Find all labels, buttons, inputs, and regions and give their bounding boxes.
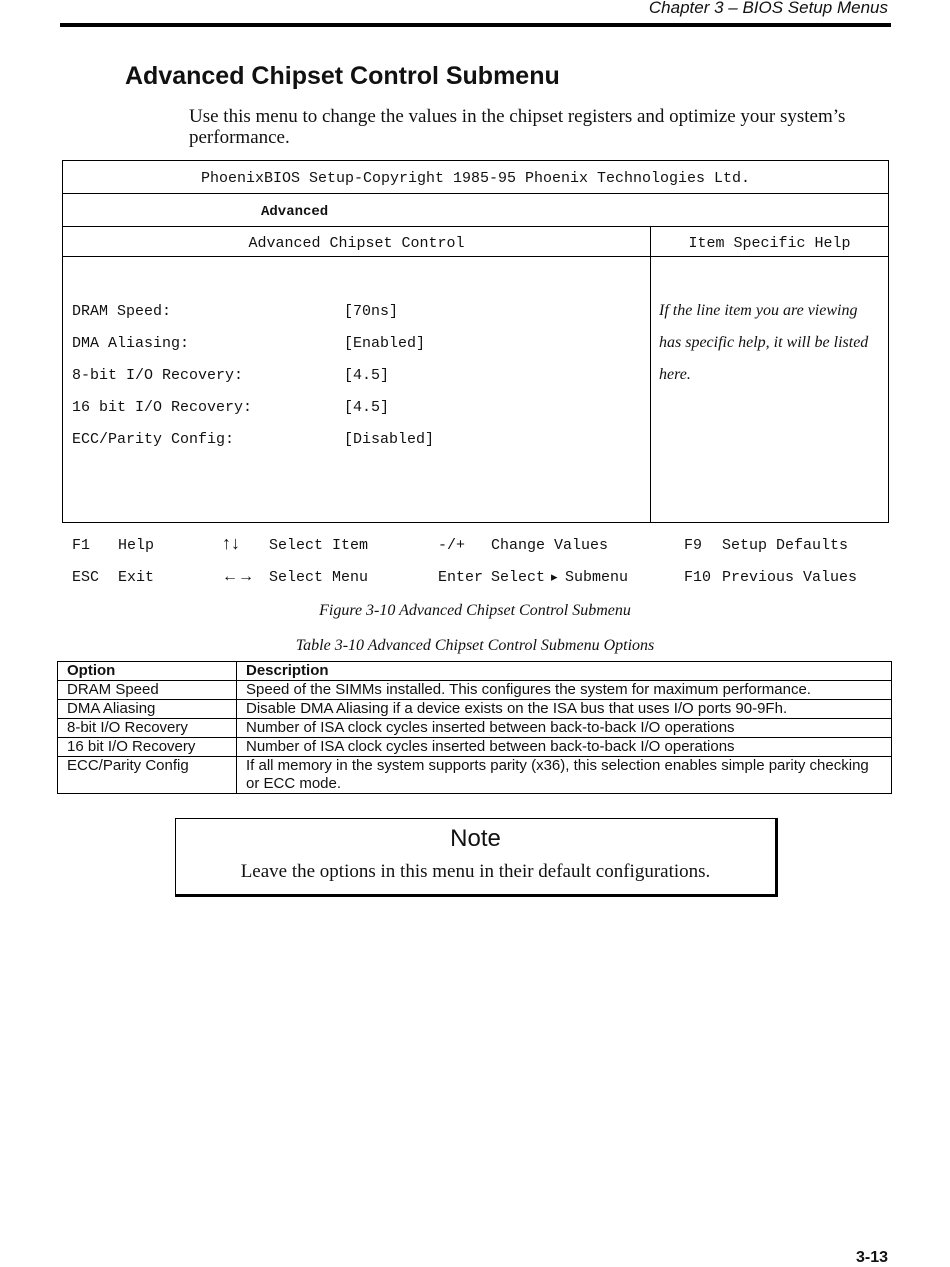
bios-panel-divider [650,257,651,522]
table-cell-description: If all memory in the system supports parity (x36), this selection enables simple parity checking or ECC mode. [237,757,892,794]
note-text: Leave the options in this menu in their default configurations. [240,861,711,882]
bios-item-8bit-io-recovery[interactable] [72,360,642,392]
chapter-header: Chapter 3 – BIOS Setup Menus [648,0,888,17]
bios-menu-tab-advanced[interactable]: Advanced [261,204,329,220]
up-down-arrows-icon: ↑↓ [222,533,240,553]
figure-caption: Figure 3-10 Advanced Chipset Control Submenu [319,602,631,619]
key-f9: F9 [684,537,703,554]
table-row [58,700,892,719]
bios-item-16bit-io-recovery[interactable] [72,392,642,424]
bios-item-value[interactable]: [4.5] [344,367,390,384]
table-caption: Table 3-10 Advanced Chipset Control Submenu Options [295,637,655,654]
bios-item-label: DRAM Speed: [72,303,172,320]
table-cell-option: DRAM Speed [58,681,237,700]
bios-item-dma-aliasing[interactable] [72,328,642,360]
header-rule [60,23,891,27]
table-cell-description: Number of ISA clock cycles inserted between back-to-back I/O operations [237,719,892,738]
key-select-menu-label: Select Menu [269,569,369,586]
table-header-option: Option [58,662,237,681]
table-row [58,738,892,757]
bios-item-label: 8-bit I/O Recovery: [72,367,244,384]
table-cell-description: Disable DMA Aliasing if a device exists on the ISA bus that uses I/O ports 90-9Fh. [237,700,892,719]
intro-paragraph: Use this menu to change the values in the chipset registers and optimize your system’s performance. [189,106,846,148]
note-box [175,818,778,897]
options-table [57,661,892,794]
bios-item-ecc-parity-config[interactable] [72,424,642,456]
bios-title-bar: PhoenixBIOS Setup-Copyright 1985-95 Phoenix Technologies Ltd. [63,161,888,194]
bios-item-label: 16 bit I/O Recovery: [72,399,253,416]
table-cell-option: 8-bit I/O Recovery [58,719,237,738]
table-cell-option: 16 bit I/O Recovery [58,738,237,757]
key-f1: F1 [72,537,91,554]
bios-item-value[interactable]: [70ns] [344,303,399,320]
key-enter-select-label: Select [491,569,546,586]
key-esc-label: Exit [118,569,155,586]
key-f10-label: Previous Values [722,569,858,586]
section-title: Advanced Chipset Control Submenu [125,62,560,90]
key-enter: Enter [438,569,484,586]
key-select-item-label: Select Item [269,537,369,554]
key-change-values-label: Change Values [491,537,609,554]
table-row [58,681,892,700]
table-cell-description: Number of ISA clock cycles inserted between back-to-back I/O operations [237,738,892,757]
left-right-arrows-icon: ←→ [222,568,254,585]
key-f1-label: Help [118,537,155,554]
bios-item-dram-speed[interactable] [72,296,642,328]
bios-panel-title: Advanced Chipset Control [63,227,651,257]
bios-item-value[interactable]: [Enabled] [344,335,426,352]
table-header-description: Description [237,662,892,681]
key-submenu-label: Submenu [565,569,629,586]
table-row [58,719,892,738]
bios-help-text: If the line item you are viewing has specific help, it will be listed here. [659,302,869,383]
bios-item-value[interactable]: [4.5] [344,399,390,416]
table-row [58,757,892,794]
note-title: Note [450,825,501,852]
bios-item-label: ECC/Parity Config: [72,431,235,448]
page-number: 3-13 [855,1249,888,1266]
key-f10: F10 [684,569,712,586]
submenu-arrow-icon: ▸ [551,569,558,584]
key-esc: ESC [72,569,100,586]
table-header-row [58,662,892,681]
bios-screen [62,160,889,523]
table-cell-option: ECC/Parity Config [58,757,237,794]
bios-item-value[interactable]: [Disabled] [344,431,435,448]
table-cell-description: Speed of the SIMMs installed. This configures the system for maximum performance. [237,681,892,700]
key-minus-plus: -/+ [438,537,466,554]
key-f9-label: Setup Defaults [722,537,849,554]
table-cell-option: DMA Aliasing [58,700,237,719]
bios-help-title: Item Specific Help [651,227,888,257]
bios-menu-bar [63,194,888,227]
bios-item-label: DMA Aliasing: [72,335,190,352]
